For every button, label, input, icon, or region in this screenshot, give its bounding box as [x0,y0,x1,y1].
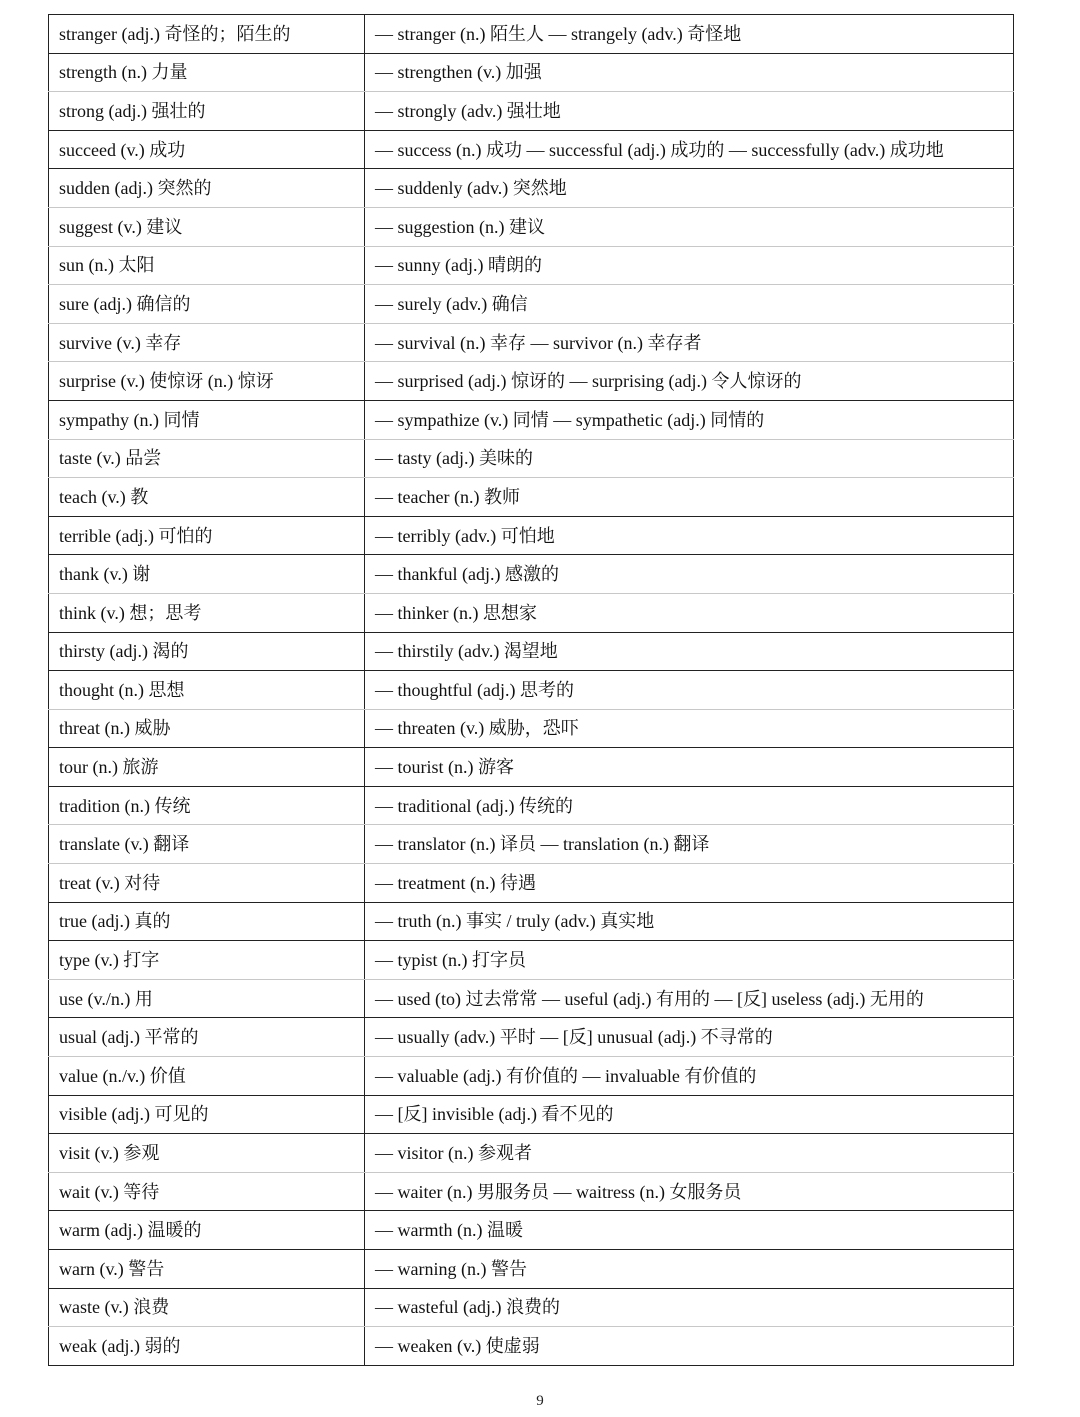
table-row [49,786,1014,825]
table-row [49,825,1014,864]
headword-cell: visible (adj.) 可见的 [49,1095,365,1134]
headword-cell: warm (adj.) 温暖的 [49,1211,365,1250]
headword-cell: sudden (adj.) 突然的 [49,169,365,208]
derivatives-cell: — tasty (adj.) 美味的 [365,439,1014,478]
derivatives-cell: — warmth (n.) 温暖 [365,1211,1014,1250]
table-row [49,1134,1014,1173]
table-row [49,323,1014,362]
headword-cell: true (adj.) 真的 [49,902,365,941]
table-row [49,478,1014,517]
table-row [49,902,1014,941]
derivatives-cell: — valuable (adj.) 有价值的 — invaluable 有价值的 [365,1057,1014,1096]
table-row [49,285,1014,324]
headword-cell: weak (adj.) 弱的 [49,1327,365,1366]
table-row [49,1327,1014,1366]
derivatives-cell: — threaten (v.) 威胁，恐吓 [365,709,1014,748]
headword-cell: thirsty (adj.) 渴的 [49,632,365,671]
headword-cell: sympathy (n.) 同情 [49,400,365,439]
derivatives-cell: — teacher (n.) 教师 [365,478,1014,517]
derivatives-cell: — visitor (n.) 参观者 [365,1134,1014,1173]
headword-cell: use (v./n.) 用 [49,979,365,1018]
headword-cell: sure (adj.) 确信的 [49,285,365,324]
vocabulary-table [48,14,1014,1366]
table-row [49,15,1014,54]
table-row [49,1172,1014,1211]
derivatives-cell: — thirstily (adv.) 渴望地 [365,632,1014,671]
derivatives-cell: — treatment (n.) 待遇 [365,864,1014,903]
headword-cell: waste (v.) 浪费 [49,1288,365,1327]
table-row [49,169,1014,208]
table-row [49,555,1014,594]
table-row [49,1288,1014,1327]
derivatives-cell: — surprised (adj.) 惊讶的 — surprising (adj.) 令人惊讶的 [365,362,1014,401]
headword-cell: warn (v.) 警告 [49,1250,365,1289]
table-row [49,92,1014,131]
derivatives-cell: — warning (n.) 警告 [365,1250,1014,1289]
table-row [49,130,1014,169]
headword-cell: value (n./v.) 价值 [49,1057,365,1096]
derivatives-cell: — stranger (n.) 陌生人 — strangely (adv.) 奇怪地 [365,15,1014,54]
headword-cell: survive (v.) 幸存 [49,323,365,362]
derivatives-cell: — traditional (adj.) 传统的 [365,786,1014,825]
table-row [49,748,1014,787]
table-row [49,400,1014,439]
derivatives-cell: — strongly (adv.) 强壮地 [365,92,1014,131]
table-row [49,53,1014,92]
page-number: 9 [536,1393,544,1409]
derivatives-cell: — truth (n.) 事实 / truly (adv.) 真实地 [365,902,1014,941]
table-row [49,207,1014,246]
derivatives-cell: — waiter (n.) 男服务员 — waitress (n.) 女服务员 [365,1172,1014,1211]
derivatives-cell: — translator (n.) 译员 — translation (n.) 翻译 [365,825,1014,864]
derivatives-cell: — terribly (adv.) 可怕地 [365,516,1014,555]
table-row [49,941,1014,980]
headword-cell: stranger (adj.) 奇怪的；陌生的 [49,15,365,54]
headword-cell: translate (v.) 翻译 [49,825,365,864]
table-row [49,709,1014,748]
headword-cell: strength (n.) 力量 [49,53,365,92]
headword-cell: teach (v.) 教 [49,478,365,517]
headword-cell: think (v.) 想；思考 [49,593,365,632]
headword-cell: type (v.) 打字 [49,941,365,980]
table-row [49,979,1014,1018]
table-row [49,671,1014,710]
derivatives-cell: — thankful (adj.) 感激的 [365,555,1014,594]
derivatives-cell: — success (n.) 成功 — successful (adj.) 成功的 — successfully (adv.) 成功地 [365,130,1014,169]
derivatives-cell: — used (to) 过去常常 — useful (adj.) 有用的 — [反] useless (adj.) 无用的 [365,979,1014,1018]
headword-cell: usual (adj.) 平常的 [49,1018,365,1057]
headword-cell: treat (v.) 对待 [49,864,365,903]
derivatives-cell: — wasteful (adj.) 浪费的 [365,1288,1014,1327]
headword-cell: terrible (adj.) 可怕的 [49,516,365,555]
headword-cell: suggest (v.) 建议 [49,207,365,246]
derivatives-cell: — suddenly (adv.) 突然地 [365,169,1014,208]
table-row [49,1095,1014,1134]
table-row [49,362,1014,401]
headword-cell: surprise (v.) 使惊讶 (n.) 惊讶 [49,362,365,401]
headword-cell: sun (n.) 太阳 [49,246,365,285]
derivatives-cell: — thinker (n.) 思想家 [365,593,1014,632]
derivatives-cell: — suggestion (n.) 建议 [365,207,1014,246]
headword-cell: thank (v.) 谢 [49,555,365,594]
table-row [49,864,1014,903]
headword-cell: taste (v.) 品尝 [49,439,365,478]
table-row [49,593,1014,632]
derivatives-cell: — sunny (adj.) 晴朗的 [365,246,1014,285]
table-row [49,1057,1014,1096]
headword-cell: succeed (v.) 成功 [49,130,365,169]
vocabulary-rows [49,15,1014,1366]
table-row [49,632,1014,671]
headword-cell: visit (v.) 参观 [49,1134,365,1173]
table-row [49,246,1014,285]
headword-cell: thought (n.) 思想 [49,671,365,710]
headword-cell: wait (v.) 等待 [49,1172,365,1211]
table-row [49,1250,1014,1289]
derivatives-cell: — usually (adv.) 平时 — [反] unusual (adj.) 不寻常的 [365,1018,1014,1057]
derivatives-cell: — thoughtful (adj.) 思考的 [365,671,1014,710]
derivatives-cell: — surely (adv.) 确信 [365,285,1014,324]
table-row [49,516,1014,555]
table-row [49,439,1014,478]
headword-cell: tour (n.) 旅游 [49,748,365,787]
derivatives-cell: — survival (n.) 幸存 — survivor (n.) 幸存者 [365,323,1014,362]
headword-cell: strong (adj.) 强壮的 [49,92,365,131]
headword-cell: threat (n.) 威胁 [49,709,365,748]
derivatives-cell: — typist (n.) 打字员 [365,941,1014,980]
derivatives-cell: — tourist (n.) 游客 [365,748,1014,787]
derivatives-cell: — [反] invisible (adj.) 看不见的 [365,1095,1014,1134]
headword-cell: tradition (n.) 传统 [49,786,365,825]
derivatives-cell: — weaken (v.) 使虚弱 [365,1327,1014,1366]
derivatives-cell: — sympathize (v.) 同情 — sympathetic (adj.) 同情的 [365,400,1014,439]
derivatives-cell: — strengthen (v.) 加强 [365,53,1014,92]
table-row [49,1018,1014,1057]
table-row [49,1211,1014,1250]
